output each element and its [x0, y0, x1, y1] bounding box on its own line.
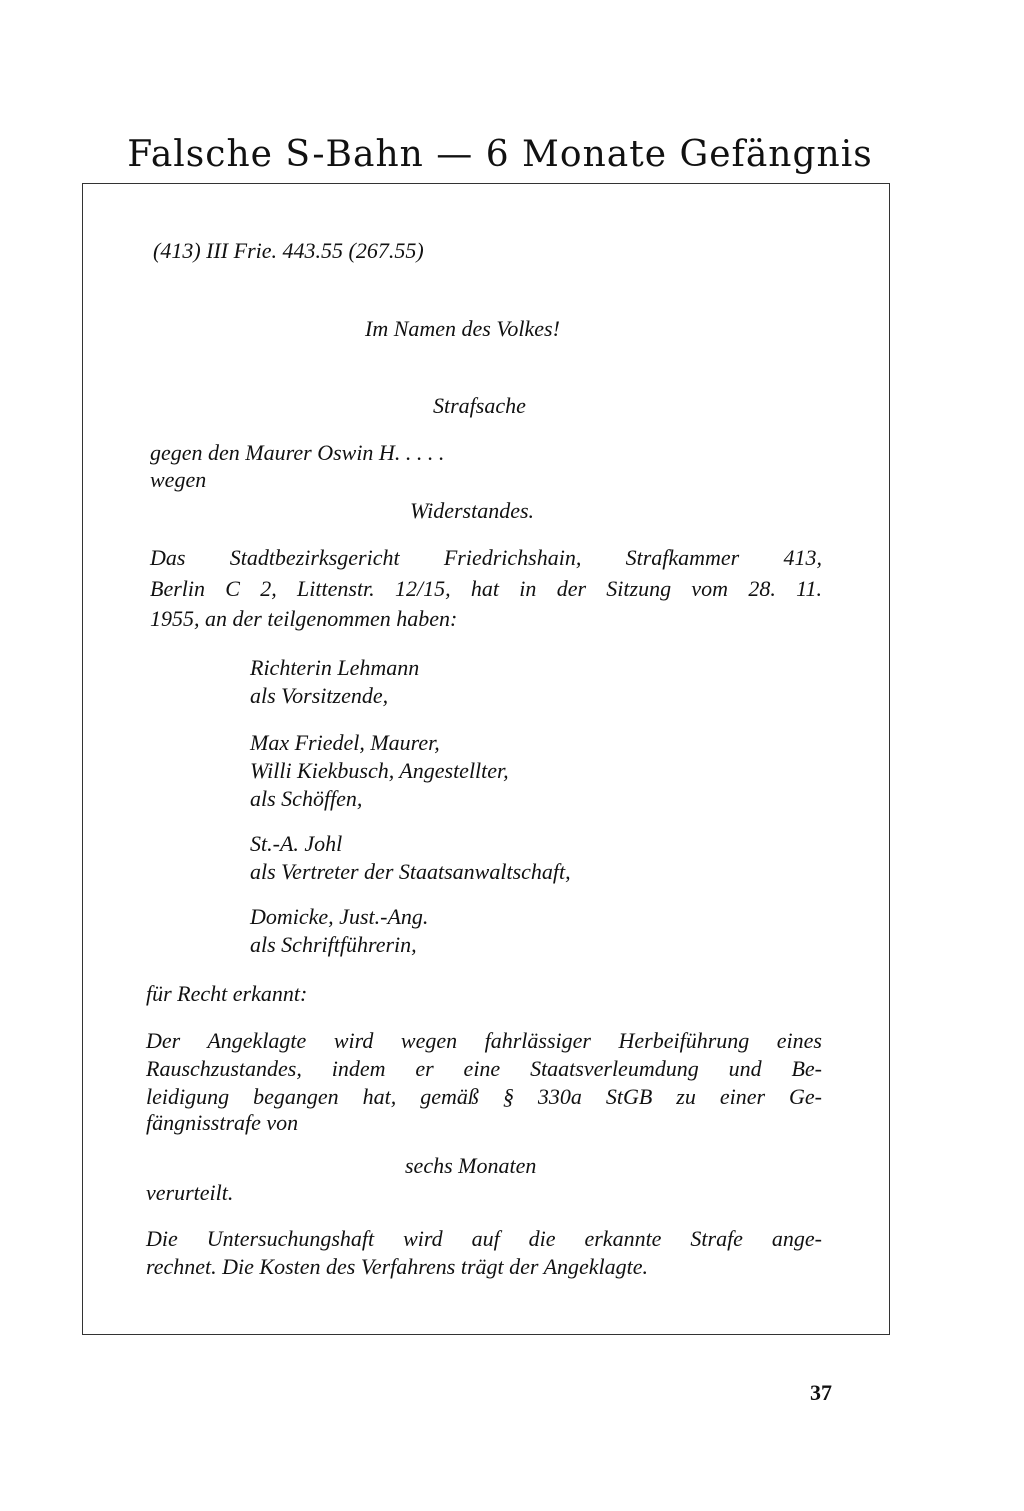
participant-line: Richterin Lehmann	[250, 655, 420, 680]
participant-line: als Schriftführerin,	[250, 932, 417, 957]
participant-line: als Schöffen,	[250, 786, 363, 811]
ruling-intro: für Recht erkannt:	[146, 981, 308, 1006]
page-title: Falsche S-Bahn — 6 Monate Gefängnis	[127, 134, 873, 176]
closing-line: rechnet. Die Kosten des Verfahrens trägt der Angeklagte.	[146, 1254, 649, 1279]
ruling-line: leidigung begangen hat, gemäß § 330a StGB zu einer Ge-	[146, 1084, 822, 1109]
participant-line: als Vertreter der Staatsanwaltschaft,	[250, 859, 571, 884]
heading: Im Namen des Volkes!	[365, 316, 560, 341]
participant-line: Willi Kiekbusch, Angestellter,	[250, 758, 509, 783]
court-line: Berlin C 2, Littenstr. 12/15, hat in der Sitzung vom 28. 11.	[150, 576, 822, 601]
court-line: 1955, an der teilgenommen haben:	[150, 606, 458, 631]
court-line: Das Stadtbezirksgericht Friedrichshain, Strafkammer 413,	[150, 545, 822, 570]
ruling-line: fängnisstrafe von	[146, 1110, 299, 1135]
participant-line: St.-A. Johl	[250, 831, 343, 856]
ruling-line: Der Angeklagte wird wegen fahrlässiger Herbeiführung eines	[146, 1028, 822, 1053]
because-of: wegen	[150, 467, 207, 492]
closing-line: Die Untersuchungshaft wird auf die erkannte Strafe ange-	[146, 1226, 822, 1251]
ruling-line: Rauschzustandes, indem er eine Staatsverleumdung und Be-	[146, 1056, 822, 1081]
sentence: sechs Monaten	[405, 1153, 537, 1178]
charge: Widerstandes.	[410, 498, 535, 523]
defendant-line: gegen den Maurer Oswin H. . . . .	[150, 440, 445, 465]
participant-line: Domicke, Just.-Ang.	[250, 904, 429, 929]
case-reference: (413) III Frie. 443.55 (267.55)	[153, 238, 424, 263]
page-number: 37	[810, 1380, 832, 1405]
matter: Strafsache	[433, 393, 526, 418]
participant-line: Max Friedel, Maurer,	[250, 730, 440, 755]
participant-line: als Vorsitzende,	[250, 683, 389, 708]
verdict: verurteilt.	[146, 1180, 234, 1205]
